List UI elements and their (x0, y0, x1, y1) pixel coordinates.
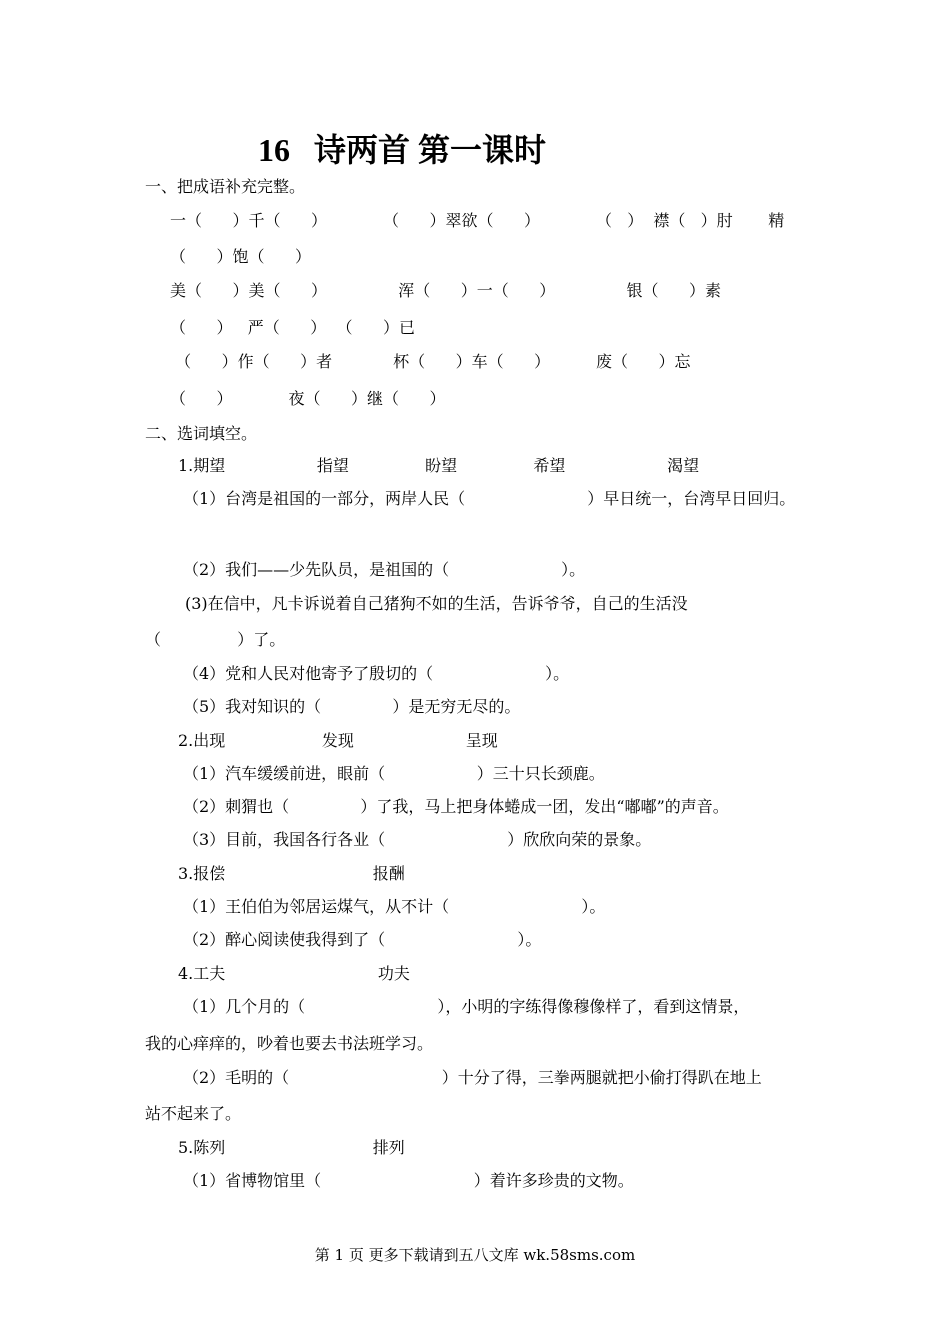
question-line: （2）刺猬也（ ）了我，马上把身体蜷成一团，发出“嘟嘟”的声音。 (183, 797, 729, 816)
question-line: （2）醉心阅读使我得到了（ ）。 (183, 930, 542, 949)
page-footer: 第 1 页 更多下载请到五八文库 wk.58sms.com (314, 1246, 636, 1264)
question-line: 我的心痒痒的，吵着也要去书法班学习。 (145, 1034, 434, 1053)
word-options: 5.陈列 排列 (178, 1138, 405, 1157)
idiom-line: （ ） 严（ ） （ ）已 (170, 318, 415, 337)
word-options: 4.工夫 功夫 (178, 964, 410, 983)
question-line: （1）台湾是祖国的一部分，两岸人民（ ）早日统一，台湾早日回归。 (183, 489, 796, 508)
question-line: 站不起来了。 (145, 1104, 242, 1123)
idiom-line: （ ）饱（ ） (170, 247, 312, 266)
question-line: (3)在信中，凡卡诉说着自己猪狗不如的生活，告诉爷爷，自己的生活没 (185, 594, 688, 613)
question-line: （5）我对知识的（ ）是无穷无尽的。 (183, 697, 521, 716)
question-line: （ ）了。 (145, 630, 286, 649)
page-title: 16 诗两首 第一课时 (258, 132, 547, 168)
idiom-line: （ ）作（ ）者 杯（ ）车（ ） 废（ ）忘 (170, 352, 691, 371)
word-options: 1.期望 指望 盼望 希望 渴望 (178, 456, 700, 475)
idiom-line: 一（ ）千（ ） （ ）翠欲（ ） （ ） 襟（ ）肘 精 (170, 211, 785, 230)
question-line: （4）党和人民对他寄予了殷切的（ ）。 (183, 664, 570, 683)
idiom-line: （ ） 夜（ ）继（ ） (170, 389, 446, 408)
question-line: （1）几个月的（ ），小明的字练得像穆像样了，看到这情景， (183, 997, 750, 1016)
question-line: （2）毛明的（ ）十分了得，三拳两腿就把小偷打得趴在地上 (183, 1068, 762, 1087)
question-line: （1）省博物馆里（ ）着许多珍贵的文物。 (183, 1171, 634, 1190)
idiom-line: 美（ ）美（ ） 浑（ ）一（ ） 银（ ）素 (170, 281, 721, 300)
question-line: （1）王伯伯为邻居运煤气，从不计（ ）。 (183, 897, 606, 916)
section1-heading: 一、把成语补充完整。 (145, 177, 306, 196)
question-line: （3）目前，我国各行各业（ ）欣欣向荣的景象。 (183, 830, 652, 849)
word-options: 3.报偿 报酬 (178, 864, 405, 883)
question-line: （1）汽车缓缓前进，眼前（ ）三十只长颈鹿。 (183, 764, 605, 783)
word-options: 2.出现 发现 呈现 (178, 731, 498, 750)
question-line: （2）我们——少先队员，是祖国的（ ）。 (183, 560, 586, 579)
section2-heading: 二、选词填空。 (145, 424, 258, 443)
